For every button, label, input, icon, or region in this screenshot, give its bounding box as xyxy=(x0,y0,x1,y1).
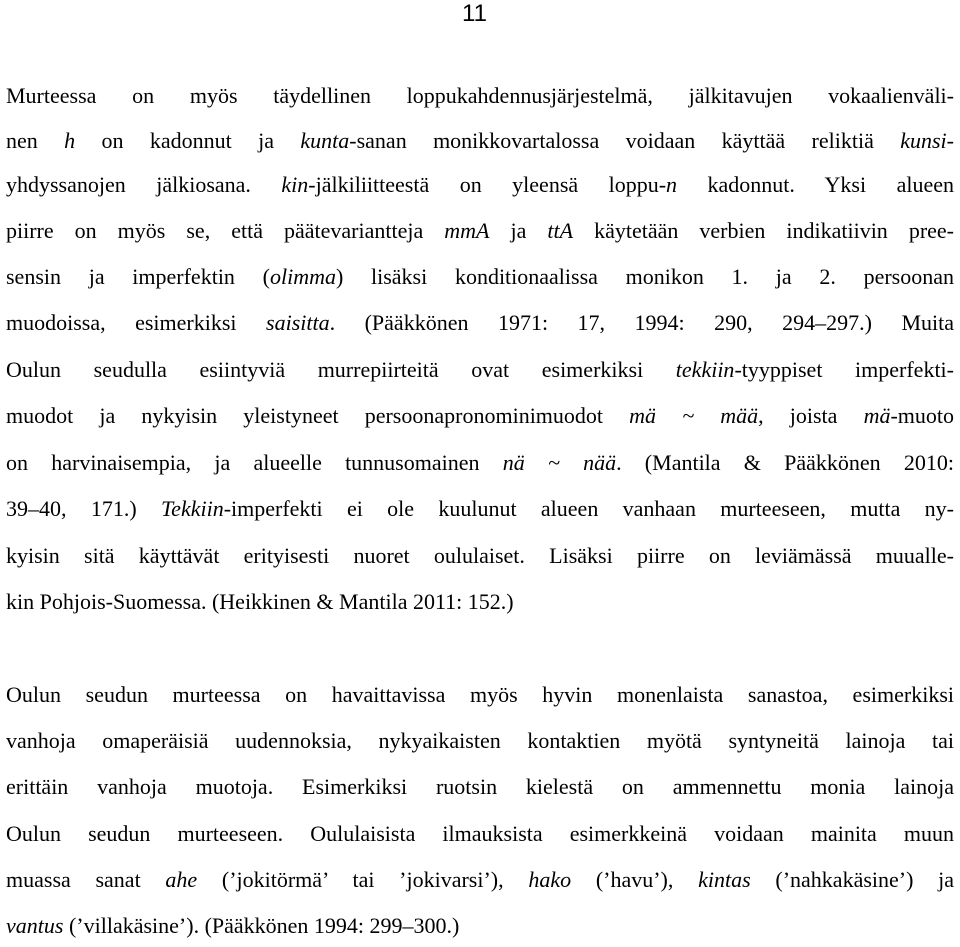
text-line xyxy=(6,774,954,800)
italic-term: hako xyxy=(528,867,572,892)
text-line xyxy=(6,128,954,154)
text-segment: kin Pohjois-Suomessa. (Heikkinen & Mantila 2011: 152.) xyxy=(6,589,514,614)
text-segment: erittäin vanhoja muotoja. Esimerkiksi ruotsin kielestä on ammennettu monia lainoja xyxy=(6,774,954,799)
text-line xyxy=(6,450,954,476)
page-number: 11 xyxy=(462,0,487,27)
text-segment: Oulun seudulla esiintyviä murrepiirteitä ovat esimerkiksi xyxy=(6,357,676,382)
italic-term: kunta xyxy=(300,128,350,153)
text-segment: -imperfekti ei ole kuulunut alueen vanhaan murteeseen, mutta ny- xyxy=(223,496,954,521)
text-line xyxy=(6,83,954,109)
text-line xyxy=(6,589,954,615)
text-line xyxy=(6,913,954,939)
text-segment: Murteessa on myös täydellinen loppukahdennusjärjestelmä, jälkitavujen vokaalienväli- xyxy=(6,83,954,108)
text-line xyxy=(6,496,954,522)
text-line xyxy=(6,821,954,847)
text-segment: -tyyppiset imperfekti- xyxy=(734,357,954,382)
text-segment: -muoto xyxy=(890,403,955,428)
text-segment: , joista xyxy=(758,403,864,428)
text-segment: muodot ja nykyisin yleistyneet persoonapronominimuodot xyxy=(6,403,630,428)
text-segment: ) lisäksi konditionaalissa monikon 1. ja 2. persoonan xyxy=(335,264,954,289)
text-segment: käytetään verbien indikatiivin pree- xyxy=(573,218,955,243)
text-segment: ja xyxy=(489,218,548,243)
text-segment: (’havu’), xyxy=(571,867,699,892)
italic-term: Tekkiin xyxy=(160,496,224,521)
text-segment: vanhoja omaperäisiä uudennoksia, nykyaikaisten kontaktien myötä syntyneitä lainoja tai xyxy=(6,728,954,753)
text-segment: 39–40, 171.) xyxy=(6,496,161,521)
text-segment: nen xyxy=(6,128,65,153)
text-segment: (’jokitörmä’ tai ’jokivarsi’), xyxy=(197,867,529,892)
italic-term: vantus xyxy=(6,913,64,938)
text-segment: muassa sanat xyxy=(6,867,166,892)
text-segment: piirre on myös se, että päätevariantteja xyxy=(6,218,445,243)
text-segment: yhdyssanojen jälkiosana. xyxy=(6,172,282,197)
text-segment: muodoissa, esimerkiksi xyxy=(6,310,267,335)
italic-term: kin xyxy=(281,172,309,197)
italic-term: olimma xyxy=(269,264,336,289)
text-segment: kyisin sitä käyttävät erityisesti nuoret oululaiset. Lisäksi piirre on leviämässä muualle- xyxy=(6,543,954,568)
text-line xyxy=(6,867,954,893)
text-segment: -jälkiliitteestä on yleensä loppu- xyxy=(308,172,667,197)
text-segment: . (Pääkkönen 1971: 17, 1994: 290, 294–297.) Muita xyxy=(329,310,954,335)
italic-term: kintas xyxy=(698,867,751,892)
text-segment: sensin ja imperfektin ( xyxy=(6,264,270,289)
italic-term: saisitta xyxy=(266,310,330,335)
italic-term: mmA xyxy=(444,218,490,243)
italic-term: n xyxy=(666,172,678,197)
italic-term: tekkiin xyxy=(675,357,735,382)
italic-term: ahe xyxy=(165,867,198,892)
text-line xyxy=(6,728,954,754)
text-line xyxy=(6,357,954,383)
italic-term: ttA xyxy=(547,218,574,243)
text-line xyxy=(6,403,954,429)
text-line xyxy=(6,264,954,290)
text-segment: on harvinaisempia, ja alueelle tunnusomainen xyxy=(6,450,503,475)
text-segment: . (Mantila & Pääkkönen 2010: xyxy=(616,450,954,475)
italic-term: mä ~ mää xyxy=(629,403,759,428)
italic-term: h xyxy=(64,128,76,153)
text-line xyxy=(6,218,954,244)
text-segment: - xyxy=(946,128,954,153)
italic-term: kunsi xyxy=(900,128,947,153)
text-segment: Oulun seudun murteeseen. Oululaisista ilmauksista esimerkkeinä voidaan mainita muun xyxy=(6,821,954,846)
text-segment: (’nahkakäsine’) ja xyxy=(750,867,955,892)
text-segment: on kadonnut ja xyxy=(75,128,301,153)
text-segment: Oulun seudun murteessa on havaittavissa myös hyvin monenlaista sanastoa, esimerkiksi xyxy=(6,682,954,707)
italic-term: nä ~ nää xyxy=(502,450,617,475)
text-line xyxy=(6,682,954,708)
text-segment: -sanan monikkovartalossa voidaan käyttää reliktiä xyxy=(349,128,901,153)
text-segment: (’villakäsine’). (Pääkkönen 1994: 299–300.) xyxy=(63,913,460,938)
text-segment: kadonnut. Yksi alueen xyxy=(677,172,954,197)
italic-term: mä xyxy=(863,403,891,428)
text-line xyxy=(6,310,954,336)
text-line xyxy=(6,543,954,569)
text-line xyxy=(6,172,954,198)
